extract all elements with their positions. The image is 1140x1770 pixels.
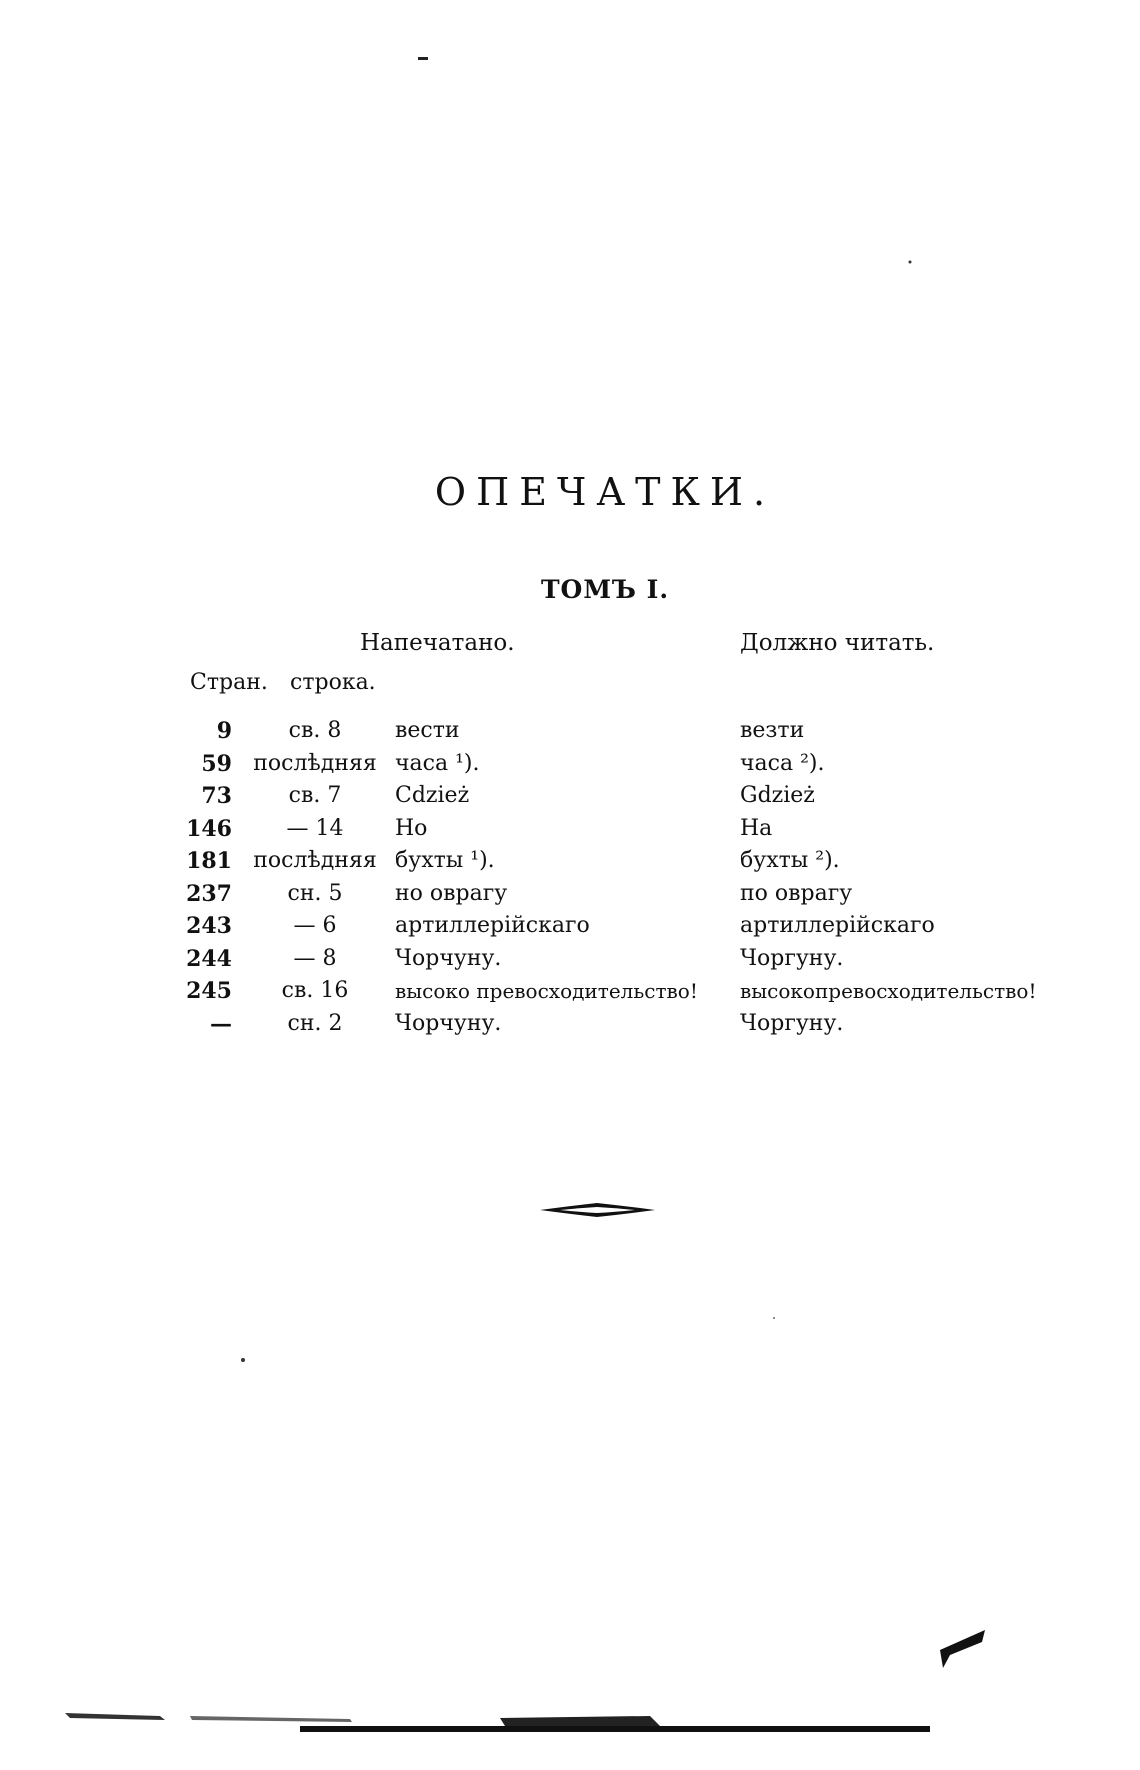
line-ref: — 14 — [286, 815, 344, 841]
header-printed: Напечатано. — [360, 630, 515, 656]
volume-heading: ТОМЪ I. — [540, 575, 670, 604]
correct-text: везти — [740, 718, 805, 743]
printed-text: Cdzież — [395, 783, 470, 808]
correct-text: высокопревосходительство! — [740, 979, 1037, 1003]
printed-text: Чорчуну. — [395, 945, 502, 971]
line-ref: св. 7 — [288, 783, 342, 808]
printed-text: высоко превосходительство! — [395, 979, 698, 1003]
page-number: 243 — [186, 913, 232, 939]
line-ref: св. 8 — [288, 718, 342, 743]
correct-text: На — [740, 815, 773, 841]
printed-text: бухты ¹). — [395, 848, 495, 873]
errata-row — [0, 975, 1140, 1008]
line-ref: — 8 — [293, 945, 337, 971]
ornament-divider — [540, 1202, 655, 1218]
line-ref: сн. 2 — [287, 1010, 343, 1036]
header-line: строка. — [290, 670, 376, 695]
line-ref: послѣдняя — [253, 848, 377, 873]
line-ref: сн. 5 — [287, 880, 343, 906]
correct-text: Чоргуну. — [740, 1010, 844, 1036]
correct-text: Gdzież — [740, 783, 815, 808]
printed-text: вести — [395, 718, 460, 743]
page-number: 244 — [186, 945, 232, 972]
page-number: 73 — [201, 783, 232, 809]
line-ref: — 6 — [293, 913, 337, 938]
errata-row — [0, 845, 1140, 878]
errata-row — [0, 748, 1140, 781]
header-correct: Должно читать. — [740, 630, 935, 656]
errata-row — [0, 943, 1140, 976]
printed-text: Но — [395, 815, 428, 841]
errata-row — [0, 715, 1140, 748]
printed-text: Чорчуну. — [395, 1010, 502, 1036]
printed-text: но оврагу — [395, 880, 508, 906]
errata-row — [0, 813, 1140, 846]
correct-text: Чоргуну. — [740, 945, 844, 971]
printed-text: часа ¹). — [395, 750, 480, 776]
errata-row — [0, 878, 1140, 911]
page-number: 9 — [216, 718, 232, 744]
page-number: 181 — [186, 848, 232, 874]
page-number: — — [210, 1010, 232, 1037]
line-ref: св. 16 — [281, 978, 349, 1003]
page-number: 237 — [186, 880, 232, 907]
correct-text: артиллерiйскаго — [740, 913, 935, 938]
line-ref: послѣдняя — [253, 750, 377, 776]
errata-row — [0, 780, 1140, 813]
header-page: Стран. — [190, 670, 268, 695]
correct-text: часа ²). — [740, 750, 825, 776]
errata-table — [0, 715, 1140, 1040]
correct-text: по оврагу — [740, 880, 853, 906]
page-title: ОПЕЧАТКИ. — [434, 470, 776, 514]
correct-text: бухты ²). — [740, 848, 840, 873]
printed-text: артиллерiйскаго — [395, 913, 590, 938]
page-number: 245 — [186, 978, 232, 1004]
page-number: 146 — [186, 815, 232, 842]
errata-row — [0, 910, 1140, 943]
page-number: 59 — [201, 750, 232, 777]
errata-row — [0, 1008, 1140, 1041]
